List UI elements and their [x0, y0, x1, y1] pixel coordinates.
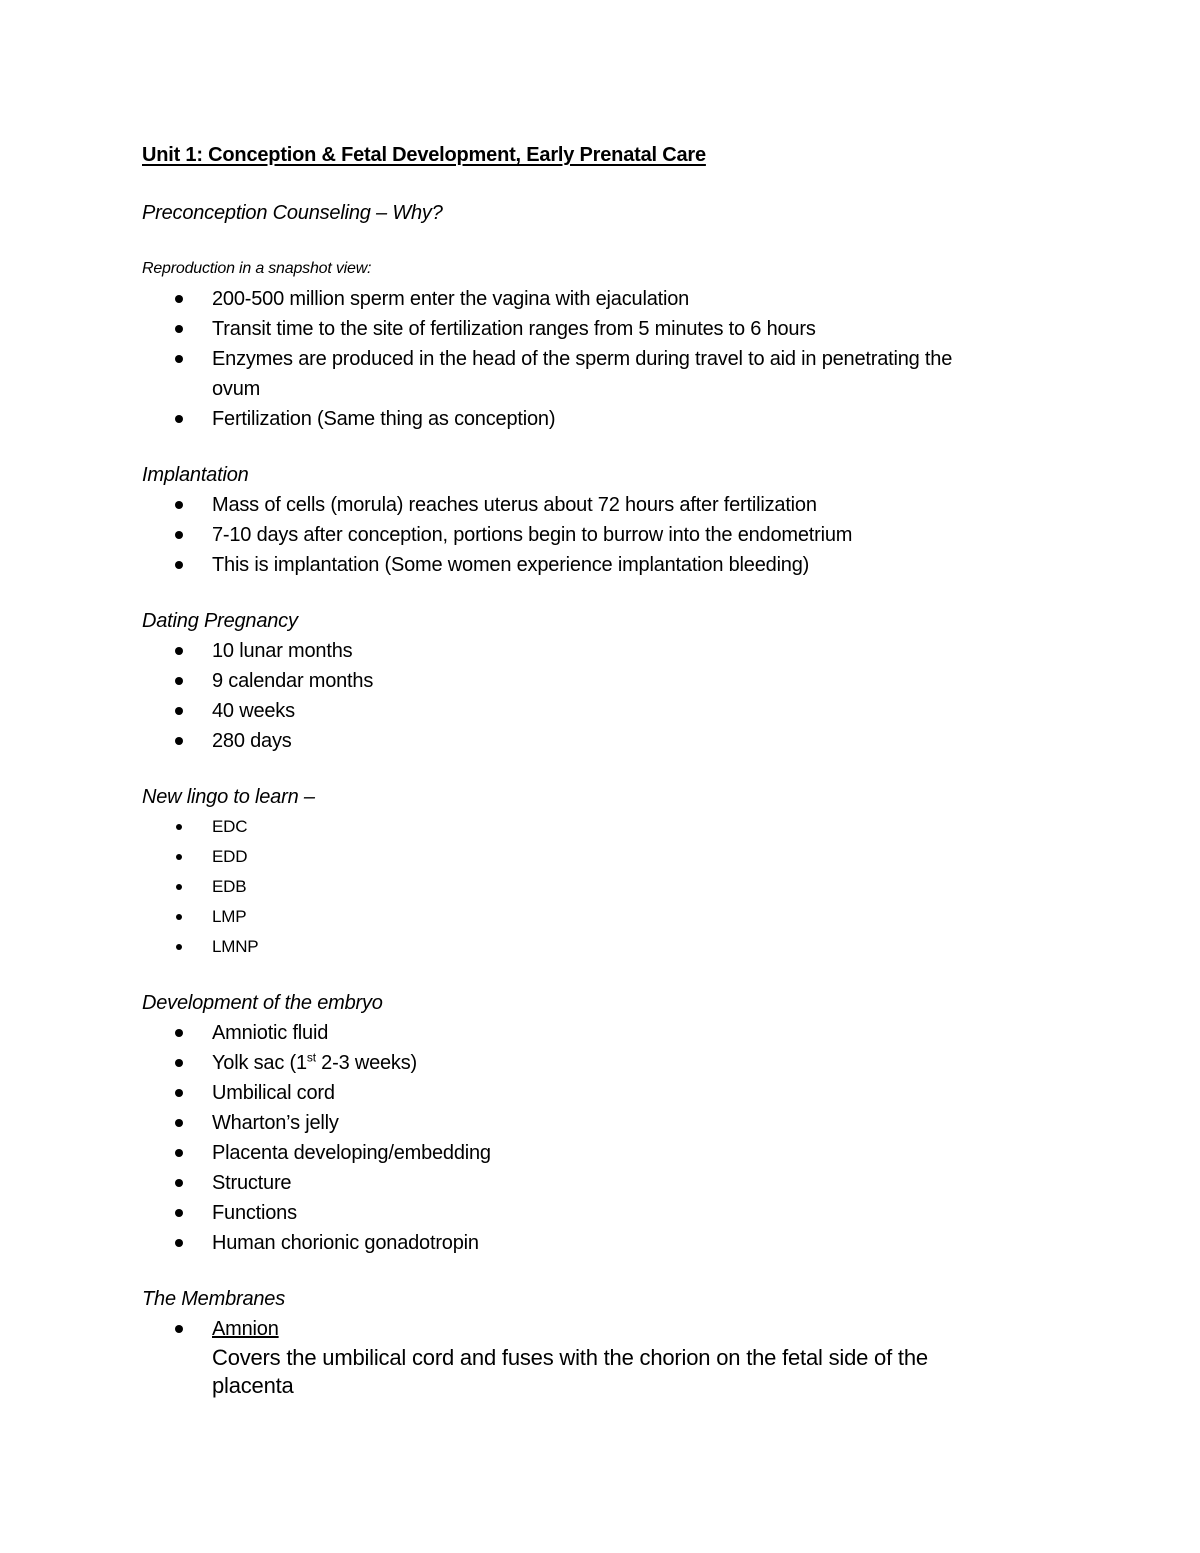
bullet-icon	[175, 325, 183, 333]
document-page	[142, 140, 1042, 1400]
list-item: Human chorionic gonadotropin	[142, 1228, 1042, 1258]
implantation-list	[142, 490, 1042, 580]
embryo-list	[142, 1018, 1042, 1258]
bullet-icon	[175, 647, 183, 655]
bullet-icon	[175, 1209, 183, 1217]
membranes-heading: The Membranes	[142, 1288, 286, 1310]
list-item: Wharton’s jelly	[142, 1108, 1042, 1138]
bullet-icon	[175, 1239, 183, 1247]
bullet-icon	[175, 737, 183, 745]
list-item: Functions	[142, 1198, 1042, 1228]
document-title: Unit 1: Conception & Fetal Development, Early Prenatal Care	[142, 144, 706, 166]
bullet-icon	[176, 854, 182, 860]
bullet-icon	[175, 707, 183, 715]
bullet-icon	[175, 531, 183, 539]
list-item: LMP	[142, 902, 1042, 932]
list-item: 280 days	[142, 726, 1042, 756]
amnion-description-line-1: Covers the umbilical cord and fuses with the chorion on the fetal side of the	[212, 1345, 928, 1370]
list-item: EDC	[142, 812, 1042, 842]
bullet-icon	[176, 884, 182, 890]
bullet-icon	[175, 1089, 183, 1097]
list-item: Mass of cells (morula) reaches uterus about 72 hours after fertilization	[142, 490, 1042, 520]
reproduction-list	[142, 284, 1042, 434]
amnion-label: Amnion	[212, 1318, 279, 1340]
bullet-icon	[175, 677, 183, 685]
lingo-list	[142, 812, 1042, 962]
dating-list	[142, 636, 1042, 756]
list-item: 40 weeks	[142, 696, 1042, 726]
bullet-icon	[176, 944, 182, 950]
list-item: Enzymes are produced in the head of the sperm during travel to aid in penetrating the	[142, 344, 1042, 374]
bullet-icon	[176, 914, 182, 920]
bullet-icon	[175, 415, 183, 423]
list-item: Transit time to the site of fertilization ranges from 5 minutes to 6 hours	[142, 314, 1042, 344]
bullet-icon	[175, 1325, 183, 1333]
list-item: LMNP	[142, 932, 1042, 962]
list-item: 10 lunar months	[142, 636, 1042, 666]
list-item: Fertilization (Same thing as conception)	[142, 404, 1042, 434]
bullet-icon	[175, 1149, 183, 1157]
membranes-list	[142, 1314, 1042, 1400]
bullet-icon	[175, 501, 183, 509]
list-item: Umbilical cord	[142, 1078, 1042, 1108]
list-item: Amniotic fluid	[142, 1018, 1042, 1048]
list-item	[142, 1314, 1042, 1400]
preconception-heading: Preconception Counseling – Why?	[142, 202, 443, 224]
list-item: Placenta developing/embedding	[142, 1138, 1042, 1168]
list-item: EDD	[142, 842, 1042, 872]
list-item: 200-500 million sperm enter the vagina with ejaculation	[142, 284, 1042, 314]
bullet-icon	[175, 1119, 183, 1127]
bullet-icon	[175, 1029, 183, 1037]
list-item: 9 calendar months	[142, 666, 1042, 696]
list-item: Structure	[142, 1168, 1042, 1198]
list-item: 7-10 days after conception, portions begin to burrow into the endometrium	[142, 520, 1042, 550]
implantation-heading: Implantation	[142, 464, 249, 486]
bullet-icon	[175, 561, 183, 569]
bullet-icon	[175, 1179, 183, 1187]
list-item: This is implantation (Some women experience implantation bleeding)	[142, 550, 1042, 580]
embryo-heading: Development of the embryo	[142, 992, 383, 1014]
bullet-icon	[175, 355, 183, 363]
lingo-heading: New lingo to learn –	[142, 786, 315, 808]
bullet-icon	[176, 824, 182, 830]
dating-heading: Dating Pregnancy	[142, 610, 298, 632]
reproduction-heading: Reproduction in a snapshot view:	[142, 260, 372, 277]
list-item: EDB	[142, 872, 1042, 902]
list-item-continuation: ovum	[212, 378, 261, 400]
bullet-icon	[175, 295, 183, 303]
list-item: Yolk sac (1st 2-3 weeks)	[142, 1048, 1042, 1078]
amnion-description-line-2: placenta	[212, 1373, 294, 1398]
bullet-icon	[175, 1059, 183, 1067]
